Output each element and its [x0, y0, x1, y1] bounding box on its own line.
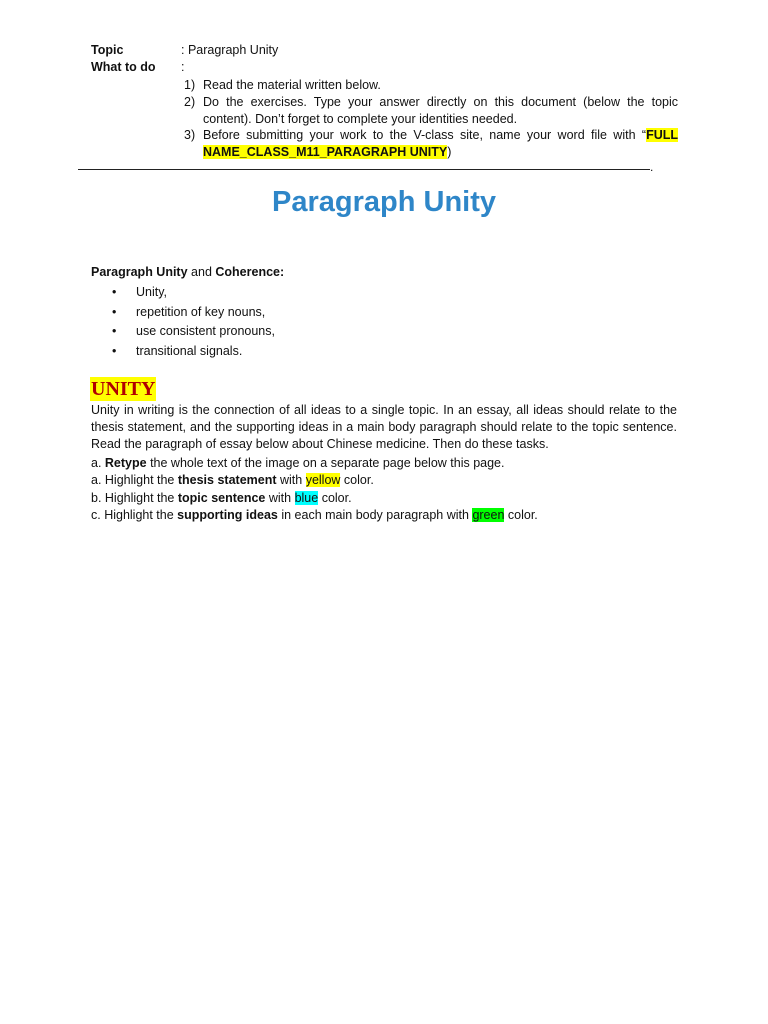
task-bold: topic sentence [177, 490, 266, 505]
list-item [112, 303, 275, 323]
step-text: Before submitting your work to the V-class site, name your word file with “ [203, 128, 647, 143]
coherence-bullet-list [112, 283, 275, 361]
task-bold: Retype [104, 456, 147, 470]
task-end: color. [340, 473, 374, 488]
task-prefix: b. Highlight the [91, 490, 178, 505]
list-item [112, 283, 275, 303]
step-item [184, 94, 678, 128]
task-rest: the whole text of the image on a separate page below this page. [146, 456, 505, 470]
step-text: Read the material written below. [203, 78, 381, 92]
bullet-icon: • [112, 324, 117, 339]
what-to-do-label: What to do [91, 60, 156, 74]
bullet-icon: • [112, 285, 117, 299]
task-bold: supporting ideas [177, 507, 278, 522]
bullet-text: use consistent pronouns, [136, 324, 275, 339]
intro-bold-coherence: Coherence: [215, 265, 285, 279]
step-number: 1) [184, 78, 196, 92]
separator-line [78, 169, 650, 170]
page-title: Paragraph Unity [272, 186, 496, 218]
task-rest: with [276, 473, 306, 488]
blue-highlight-word: blue [294, 490, 319, 505]
step-number: 3) [184, 128, 196, 143]
unity-paragraph: Unity in writing is the connection of all ideas to a single topic. In an essay, all ideas should relate to the thesis statement, and the supporting ideas in a main body paragraph should relate to the topic sentence. Read the paragraph of essay below about Chinese medicine. Then do these tasks. [91, 403, 677, 451]
task-rest: in each main body paragraph with [277, 507, 473, 522]
bullet-text: transitional signals. [136, 343, 243, 358]
task-item [91, 507, 538, 524]
green-highlight-word: green [472, 507, 505, 522]
task-prefix: c. Highlight the [91, 507, 178, 522]
topic-value: : Paragraph Unity [181, 43, 279, 57]
bullet-text: repetition of key nouns, [136, 304, 266, 319]
what-to-do-colon: : [181, 60, 185, 74]
task-end: color. [504, 507, 538, 522]
topic-label: Topic [91, 43, 124, 57]
task-prefix: a. Highlight the [91, 473, 178, 488]
task-rest: with [265, 490, 295, 505]
task-item [91, 472, 538, 489]
step-text: Do the exercises. Type your answer directly on this document (below the topic content). Don’t forget to complete your identities needed. [203, 94, 678, 126]
step-item [184, 127, 678, 161]
task-item [91, 455, 538, 472]
task-end: color. [318, 490, 352, 505]
task-bold: thesis statement [177, 473, 277, 488]
step-text-end: ) [447, 145, 452, 160]
intro-line [91, 264, 284, 280]
file-name-highlight: FULL NAME_CLASS_M11_PARAGRAPH UNITY [203, 128, 678, 160]
task-list [91, 455, 538, 524]
yellow-highlight-word: yellow [305, 473, 341, 488]
step-item [184, 77, 678, 94]
instruction-steps [184, 77, 678, 161]
task-item [91, 490, 538, 507]
intro-bold-unity: Paragraph Unity [91, 265, 188, 279]
unity-heading: UNITY [91, 378, 156, 400]
list-item [112, 322, 275, 342]
step-number: 2) [184, 94, 196, 109]
bullet-icon: • [112, 304, 117, 319]
bullet-icon: • [112, 343, 117, 358]
intro-and: and [187, 265, 216, 279]
bullet-text: Unity, [136, 285, 168, 299]
separator-period: . [650, 160, 654, 174]
task-prefix: a. [91, 456, 105, 470]
list-item [112, 342, 275, 362]
